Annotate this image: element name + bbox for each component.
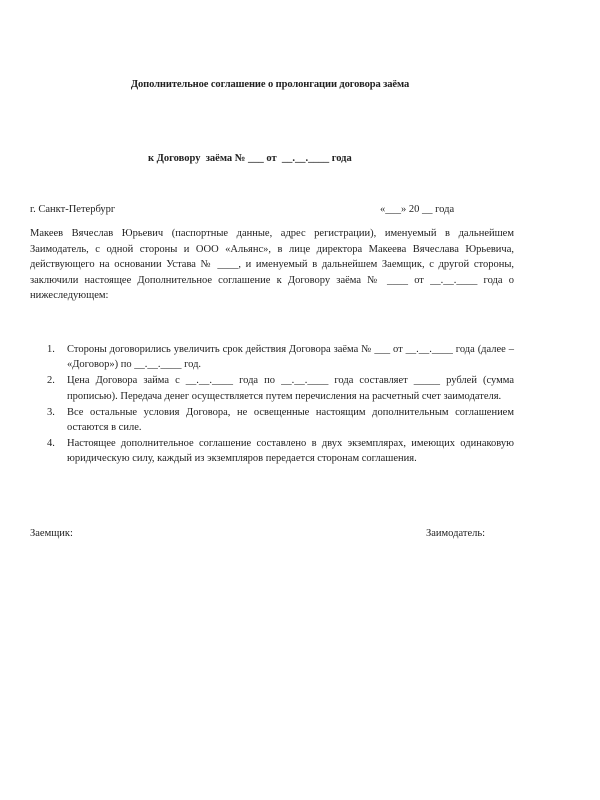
list-item	[30, 405, 514, 435]
preamble-paragraph: Макеев Вячеслав Юрьевич (паспортные данные, адрес регистрации), именуемый в дальнейшем Заимодатель, с одной стороны и ООО «Альянс», в лице директора Макеева Вячеслава Юрьевича, действующего на основании Устава № ____, и именуемый в дальнейшем Заемщик, с другой стороны, заключили настоящее Дополнительное соглашение к Договору заёма № ____ от __.__.____ года о нижеследующем:	[30, 228, 514, 301]
document-title: Дополнительное соглашение о пролонгации договора заёма	[130, 79, 410, 90]
list-item	[30, 373, 514, 403]
list-item-text: Цена Договора займа с __.__.____ года по __.__.____ года составляет _____ рублей (сумма прописью). Передача денег осуществляется путем перечисления на расчетный счет заимодателя.	[67, 375, 514, 402]
city-line: г. Санкт-Петербург	[30, 204, 116, 215]
list-item	[30, 436, 514, 466]
document-subtitle: к Договору заёма № ___ от __.__.____ года	[148, 153, 352, 164]
list-item-number: 4.	[47, 438, 55, 450]
list-item-number: 2.	[47, 375, 55, 387]
list-item-text: Настоящее дополнительное соглашение составлено в двух экземплярах, имеющих одинаковую юридическую силу, каждый из экземпляров передается сторонам соглашения.	[67, 438, 514, 465]
borrower-signature-label: Заемщик:	[30, 528, 73, 539]
terms-list	[30, 342, 514, 468]
lender-signature-label: Заимодатель:	[426, 528, 486, 539]
list-item-text: Все остальные условия Договора, не освещенные настоящим дополнительным соглашением остаются в силе.	[67, 406, 514, 434]
list-item-number: 1.	[47, 344, 55, 355]
list-item-number: 3.	[47, 406, 55, 418]
list-item	[30, 342, 514, 372]
list-item-text: Стороны договорились увеличить срок действия Договора заёма № ___ от __.__.____ года (далее – «Договор») по __.__.____ год.	[67, 344, 514, 371]
date-line: «___» 20 __ года	[380, 204, 455, 215]
